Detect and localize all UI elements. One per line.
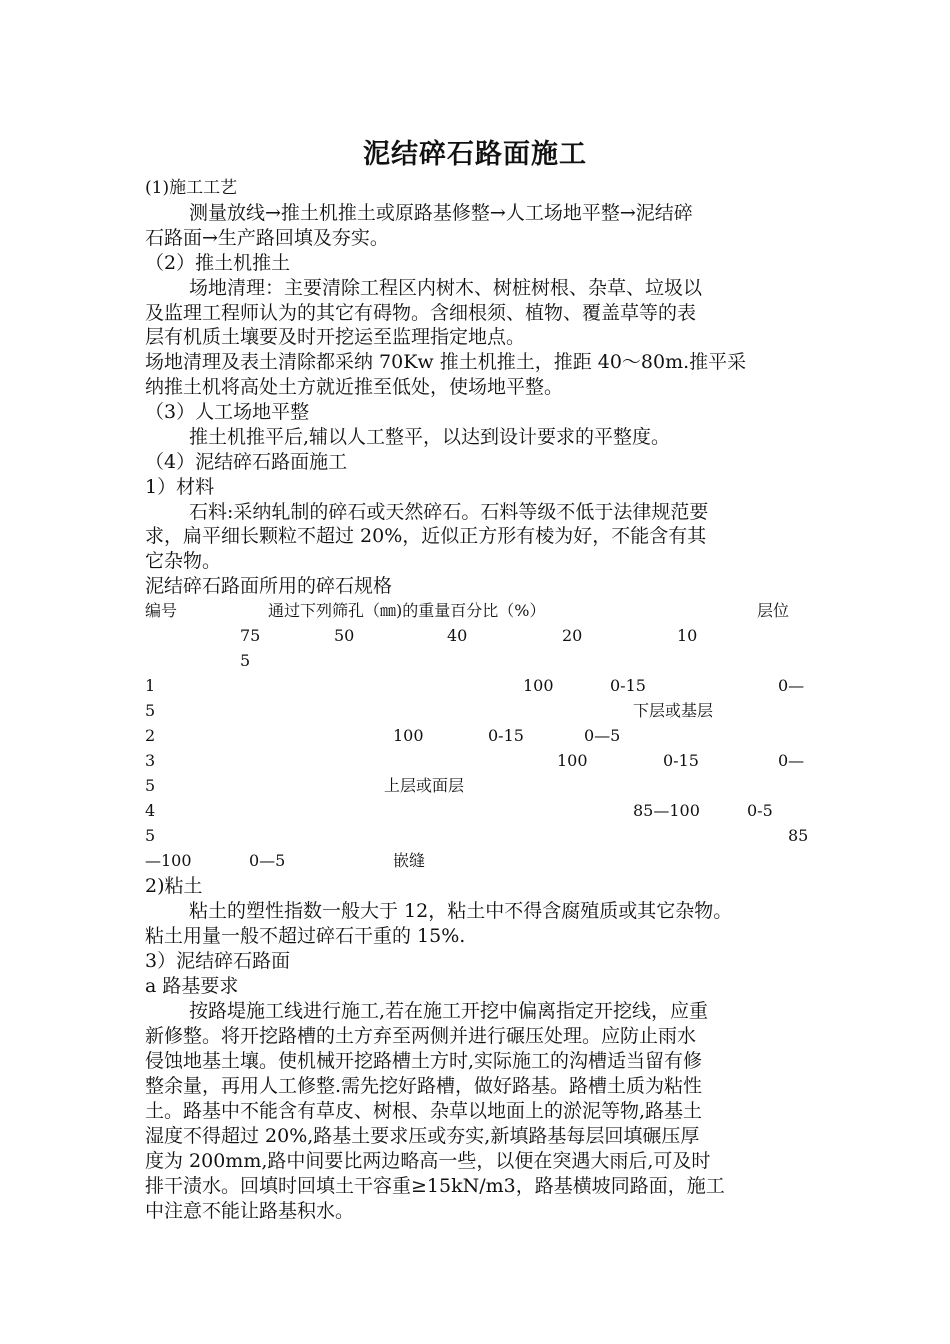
paragraph-line: 粘土的塑性指数一般大于 12，粘土中不得含腐殖质或其它杂物。 (189, 900, 733, 922)
paragraph-line: 中注意不能让路基积水。 (145, 1200, 355, 1222)
table-cell: 0— (778, 676, 805, 695)
table-cell: 85 (788, 826, 809, 845)
paragraph-line: 土。路基中不能含有草皮、树根、杂草以地面上的淤泥等物,路基土 (145, 1100, 703, 1122)
paragraph-line: 湿度不得超过 20%,路基土要求压或夯实,新填路基每层回填碾压厚 (145, 1125, 700, 1147)
paragraph-line: 层有机质土壤要及时开挖运至监理指定地点。 (145, 326, 526, 348)
paragraph-line: 粘土用量一般不超过碎石干重的 15%. (145, 925, 466, 947)
sieve-size: 50 (334, 626, 355, 645)
paragraph-line: 场地清理及表土清除都采纳 70Kw 推土机推土，推距 40～80m.推平采 (145, 351, 747, 373)
table-cell-layer: 嵌缝 (393, 851, 426, 870)
table-cell: 0-15 (663, 751, 699, 770)
paragraph-line: 石料:采纳轧制的碎石或天然碎石。石料等级不低于法律规范要 (189, 501, 709, 523)
section-heading: （4）泥结碎石路面施工 (145, 451, 348, 473)
table-cell: 5 (145, 701, 156, 720)
table-row-number: 3 (145, 751, 156, 770)
paragraph-line: 按路堤施工线进行施工,若在施工开挖中偏离指定开挖线，应重 (189, 1000, 709, 1022)
table-caption: 泥结碎石路面所用的碎石规格 (145, 575, 393, 597)
table-cell-layer: 下层或基层 (633, 701, 714, 720)
sieve-size: 5 (240, 651, 251, 670)
table-cell: 5 (145, 826, 156, 845)
paragraph-line: 它杂物。 (145, 550, 222, 572)
table-header-passing: 通过下列筛孔（㎜)的重量百分比（%） (268, 601, 546, 620)
table-cell: 0— (778, 751, 805, 770)
table-cell: 0-5 (747, 801, 773, 820)
table-header-layer: 层位 (757, 601, 790, 620)
section-heading: （3）人工场地平整 (145, 401, 310, 423)
paragraph-line: 及监理工程师认为的其它有碍物。含细根须、植物、覆盖草等的表 (145, 302, 697, 324)
paragraph-line: 整余量，再用人工修整.需先挖好路槽，做好路基。路槽土质为粘性 (145, 1075, 703, 1097)
table-cell: 100 (557, 751, 588, 770)
table-cell: 0—5 (584, 726, 621, 745)
paragraph-line: 测量放线→推土机推土或原路基修整→人工场地平整→泥结碎 (189, 202, 693, 224)
paragraph-line: 度为 200mm,路中间要比两边略高一些，以便在突遇大雨后,可及时 (145, 1150, 711, 1172)
table-row-number: 4 (145, 801, 156, 820)
table-cell: 85—100 (633, 801, 700, 820)
table-cell-layer: 上层或面层 (384, 776, 465, 795)
paragraph-line: 场地清理：主要清除工程区内树木、树桩树根、杂草、垃圾以 (189, 277, 703, 299)
paragraph-line: 推土机推平后,辅以人工整平，以达到设计要求的平整度。 (189, 426, 671, 448)
paragraph-line: 侵蚀地基土壤。使机械开挖路槽土方时,实际施工的沟槽适当留有修 (145, 1050, 703, 1072)
paragraph-line: 纳推土机将高处土方就近推至低处，使场地平整。 (145, 376, 564, 398)
document-title: 泥结碎石路面施工 (363, 139, 587, 170)
sieve-size: 40 (447, 626, 468, 645)
table-cell: 5 (145, 776, 156, 795)
table-cell: 0-15 (610, 676, 646, 695)
subsection-heading: 3）泥结碎石路面 (145, 950, 291, 972)
subsection-heading: 1）材料 (145, 476, 215, 498)
section-heading: (1)施工工艺 (145, 178, 238, 198)
subsection-heading: a 路基要求 (145, 975, 239, 997)
section-heading: （2）推土机推土 (145, 252, 291, 274)
table-row-number: 2 (145, 726, 156, 745)
table-header-number: 编号 (145, 601, 178, 620)
table-cell: 100 (523, 676, 554, 695)
paragraph-line: 新修整。将开挖路槽的土方弃至两侧并进行碾压处理。应防止雨水 (145, 1025, 697, 1047)
sieve-size: 10 (677, 626, 698, 645)
table-cell: —100 (145, 851, 192, 870)
subsection-heading: 2)粘土 (145, 875, 203, 897)
table-cell: 100 (393, 726, 424, 745)
sieve-size: 20 (562, 626, 583, 645)
sieve-size: 75 (240, 626, 261, 645)
table-cell: 0-15 (488, 726, 524, 745)
table-cell: 0—5 (249, 851, 286, 870)
paragraph-line: 石路面→生产路回填及夯实。 (145, 227, 389, 249)
paragraph-line: 求，扁平细长颗粒不超过 20%，近似正方形有棱为好，不能含有其 (145, 525, 707, 547)
table-row-number: 1 (145, 676, 156, 695)
paragraph-line: 排干渍水。回填时回填土干容重≥15kN/m3，路基横坡同路面，施工 (145, 1175, 725, 1197)
